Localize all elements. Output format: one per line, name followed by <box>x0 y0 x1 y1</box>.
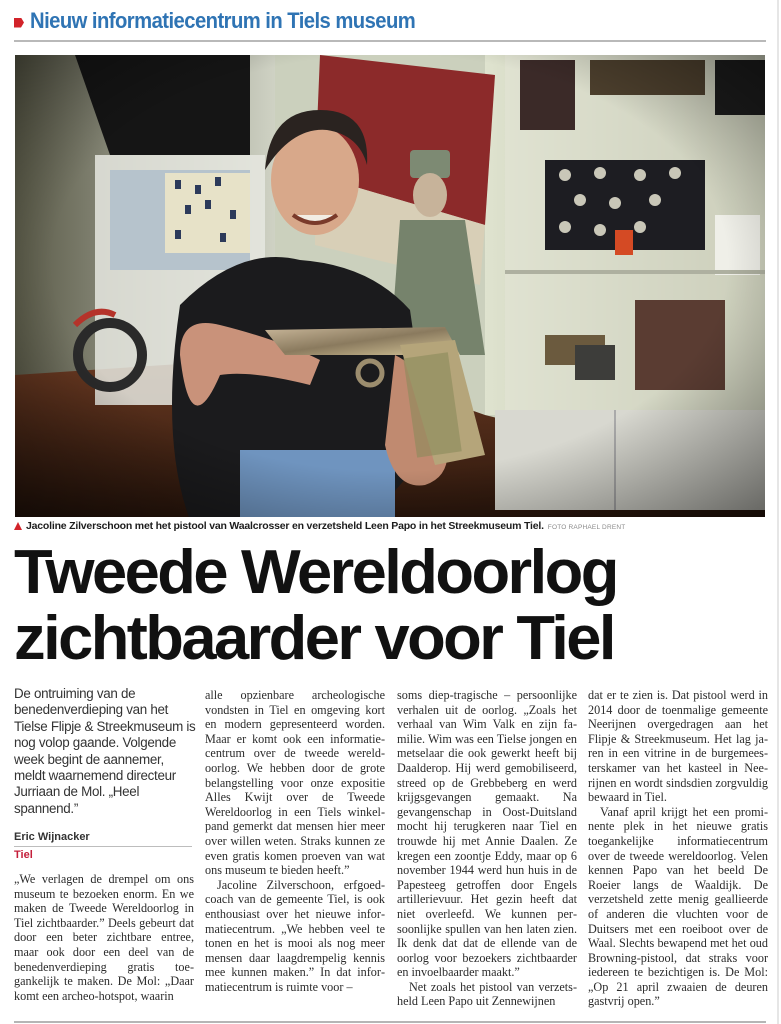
article-photo <box>15 55 765 517</box>
article-intro: De ontruiming van de benedenverdieping van het Tielse Flipje & Streekmuseum is nog volop gaande. Volgende week begint de aannemer, meldt waarnemend directeur Jurriaan de Mol. „Heel spannend.” <box>14 686 196 816</box>
photo-credit: FOTO RAPHAEL DRENT <box>547 524 626 531</box>
bottom-divider <box>14 1021 766 1023</box>
caption-triangle-icon <box>14 522 22 530</box>
paragraph: soms diep-tragische – persoonlijke verhalen uit de oorlog. „Zoals het verhaal van Wim Valk en zijn familie. Wim was een Tielse jongen en metselaar die ook gewerkt heeft bij Daalderop. Hij werd gemobiliseerd, streed op de Grebbeberg en werd krijgsgevangen gemaakt. Na gevangenschap in Oost-Duitsland mocht hij terugkeren naar Tiel en trouwde hij met Annie Daalen. Ze kregen een zoontje Eddy, maar op 6 november 1944 werd hun huis in de Papesteeg getroffen door Engels artillerievuur. Het gezin heeft dat niet overleefd. We kunnen persoonlijke spullen van hen laten zien. Ik denk dat dat de ellende van de oorlog voor bezoekers zichtbaarder en invoelbaarder maakt.” <box>397 688 577 980</box>
paragraph: Jacoline Zilverschoon, erfgoedcoach van de gemeente Tiel, is ook enthousiast over het nieuwe informatiecentrum. „We hebben veel te tonen en het is mooi als nog meer mensen daar laagdrempelig kennis mee kunnen maken.” In dat informatiecentrum is ruimte voor – <box>205 877 385 994</box>
photo-illustration <box>15 55 765 517</box>
byline-dateline: Tiel <box>14 849 33 861</box>
paragraph: Net zoals het pistool van verzetsheld Leen Papo uit Zennewijnen <box>397 979 577 1009</box>
body-column-1 <box>14 872 194 1003</box>
headline-line-2: zichtbaarder voor Tiel <box>14 604 614 673</box>
paragraph: alle opzienbare archeologische vondsten in Tiel en omgeving kort en modern gepresenteerd worden. Maar er komt ook een informatiecentrum over de tweede wereldoorlog. We hebben door de grote belangstelling voor onze expositie Alles Kwijt over de Tweede Wereldoorlog in een Tiels winkelpand gemerkt dat mensen hier meer over willen weten. Straks kunnen ze even gratis komen proeven van wat ons museum te bieden heeft.” <box>205 688 385 878</box>
paragraph: Vanaf april krijgt het een prominente plek in het nieuwe gratis toegankelijke informatiecentrum over de tweede wereldoorlog. Velen kennen Papo van het beeld De Roeier langs de Waaldijk. De verzetsheld zette menig geallieerde of anderen die vluchten voor de Duitsers met een roeiboot over de Waal. Slechts bewapend met het oud Browning-pistool, dat straks voor iedereen te bezichtigen is. De Mol: „Op 21 april zwaaien de deuren gastvrij open.” <box>588 804 768 1009</box>
kicker-text: Nieuw informatiecentrum in Tiels museum <box>30 8 416 33</box>
caption-text: Jacoline Zilverschoon met het pistool van Waalcrosser en verzetsheld Leen Papo in het Streekmuseum Tiel. <box>26 520 544 532</box>
headline-line-1: Tweede Wereldoorlog <box>14 538 617 607</box>
section-kicker <box>14 8 449 34</box>
top-divider <box>14 40 766 42</box>
body-column-2 <box>205 688 385 994</box>
byline-author: Eric Wijnacker <box>14 831 192 847</box>
page-edge <box>777 0 779 1024</box>
body-column-3 <box>397 688 577 1009</box>
body-column-4 <box>588 688 768 1009</box>
photo-caption <box>14 520 625 532</box>
kicker-marker-icon <box>14 18 24 28</box>
paragraph: dat er te zien is. Dat pistool werd in 2014 door de toenmalige gemeente Neerijnen overgedragen aan het Flipje & Streekmuseum. Het lag jaren in een vitrine in de burgemeesterskamer van het kasteel in Neerijnen en wordt sindsdien zorgvuldig bewaard in Tiel. <box>588 688 768 805</box>
paragraph: „We verlagen de drempel om ons museum te bezoeken enorm. En we maken de Tweede Wereldoorlog in Tiel zichtbaarder.” Deels gebeurt dat door een beter zichtbare entree, maar ook door een deel van de benedenverdieping gratis toegankelijk te maken. De Mol: „Daar komt een archeo-hotspot, waarin <box>14 872 194 1003</box>
headline <box>14 540 774 672</box>
